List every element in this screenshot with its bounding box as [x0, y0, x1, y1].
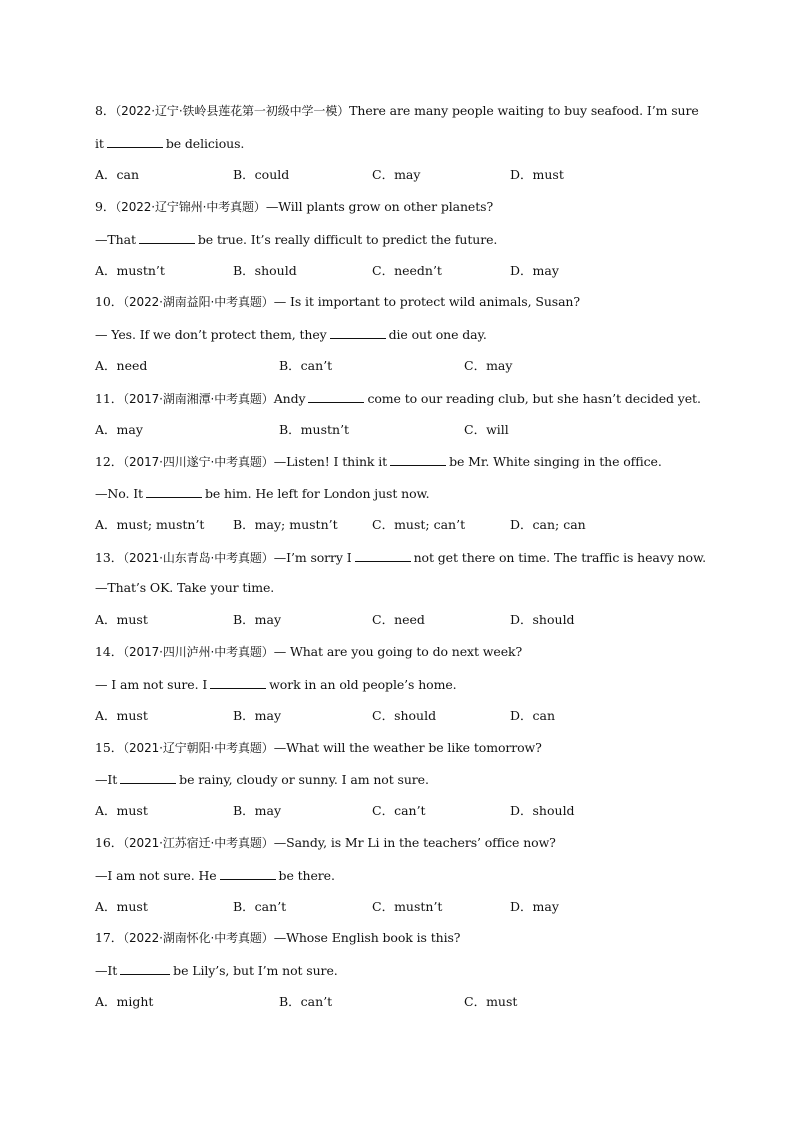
option-d: D．must [510, 167, 564, 182]
option-a: A．must [95, 612, 148, 627]
option-a: A．must; mustn’t [95, 517, 205, 532]
option-c: C．may [372, 167, 421, 182]
answer-blank [210, 676, 266, 689]
question-number: 8 [95, 103, 103, 118]
question-number: 17 [95, 930, 111, 945]
answer-blank [390, 453, 446, 466]
question-8-stem: 8．（2022·辽宁·铁岭县莲花第一初级中学一模）There are many people waiting to buy seafood. I’m sure [95, 103, 699, 118]
option-d: D．should [510, 612, 575, 627]
option-b: B．may [233, 612, 282, 627]
option-d: D．can [510, 708, 556, 723]
option-a: A．may [95, 422, 143, 437]
option-d: D．should [510, 803, 575, 818]
option-a: A．need [95, 358, 148, 373]
question-17-line: —It be Lily’s, but I’m not sure. [95, 963, 338, 978]
question-16-stem: 16．（2021·江苏宿迁·中考真题）—Sandy, is Mr Li in the teachers’ office now? [95, 835, 556, 850]
option-b: B．may [233, 803, 282, 818]
question-text: —Whose English book is this? [273, 930, 461, 945]
option-c: C．needn’t [372, 263, 442, 278]
option-b: B．could [233, 167, 290, 182]
question-11-stem: 11．（2017·湖南湘潭·中考真题）Andy come to our reading club, but she hasn’t decided yet. [95, 391, 701, 406]
question-14-line: — I am not sure. I work in an old people’s home. [95, 677, 457, 692]
option-a: A．might [95, 994, 154, 1009]
option-b: B．mustn’t [279, 422, 350, 437]
option-c: C．must; can’t [372, 517, 466, 532]
question-12-line: —No. It be him. He left for London just now. [95, 486, 430, 501]
option-c: C．may [464, 358, 513, 373]
answer-blank [220, 867, 276, 880]
question-number: 13 [95, 550, 111, 565]
question-source: （2022·辽宁锦州·中考真题） [115, 200, 266, 214]
option-a: A．must [95, 899, 148, 914]
question-14-stem: 14．（2017·四川泸州·中考真题）— What are you going to do next week? [95, 644, 523, 659]
question-15-stem: 15．（2021·辽宁朝阳·中考真题）—What will the weather be like tomorrow? [95, 740, 542, 755]
question-13-stem: 13．（2021·山东青岛·中考真题）—I’m sorry I not get there on time. The traffic is heavy now. [95, 550, 706, 565]
answer-blank [330, 326, 386, 339]
question-source: （2021·山东青岛·中考真题） [123, 551, 274, 565]
answer-blank [355, 549, 411, 562]
answer-blank [120, 962, 170, 975]
question-number: 16 [95, 835, 111, 850]
question-8-line: it be delicious. [95, 136, 245, 151]
option-a: A．must [95, 803, 148, 818]
question-number: 14 [95, 644, 111, 659]
answer-blank [120, 771, 176, 784]
question-number: 10 [95, 294, 111, 309]
option-c: C．should [372, 708, 437, 723]
question-source: （2021·辽宁朝阳·中考真题） [123, 741, 274, 755]
option-c: C．can’t [372, 803, 426, 818]
option-a: A．mustn’t [95, 263, 165, 278]
question-10-line: — Yes. If we don’t protect them, they die out one day. [95, 327, 487, 342]
option-a: A．can [95, 167, 140, 182]
question-text: —What will the weather be like tomorrow? [273, 740, 542, 755]
answer-blank [139, 231, 195, 244]
option-c: C．mustn’t [372, 899, 443, 914]
question-9-stem: 9．（2022·辽宁锦州·中考真题）—Will plants grow on other planets? [95, 199, 494, 214]
question-source: （2022·湖南益阳·中考真题） [123, 295, 274, 309]
answer-blank [146, 485, 202, 498]
option-b: B．should [233, 263, 297, 278]
option-c: C．must [464, 994, 518, 1009]
option-a: A．must [95, 708, 148, 723]
question-number: 12 [95, 454, 111, 469]
question-text: —Sandy, is Mr Li in the teachers’ office now? [273, 835, 556, 850]
option-b: B．may [233, 708, 282, 723]
option-c: C．will [464, 422, 509, 437]
option-d: D．may [510, 263, 559, 278]
question-source: （2022·湖南怀化·中考真题） [123, 931, 274, 945]
option-b: B．can’t [233, 899, 287, 914]
question-source: （2017·四川泸州·中考真题） [123, 645, 274, 659]
question-17-stem: 17．（2022·湖南怀化·中考真题）—Whose English book is this? [95, 930, 461, 945]
option-b: B．may; mustn’t [233, 517, 338, 532]
answer-blank [107, 135, 163, 148]
option-b: B．can’t [279, 358, 333, 373]
question-source: （2017·四川遂宁·中考真题） [123, 455, 274, 469]
question-12-stem: 12．（2017·四川遂宁·中考真题）—Listen! I think it be Mr. White singing in the office. [95, 454, 662, 469]
question-9-line: —That be true. It’s really difficult to predict the future. [95, 232, 498, 247]
question-text: — Is it important to protect wild animals, Susan? [273, 294, 580, 309]
option-b: B．can’t [279, 994, 333, 1009]
question-13-line: —That’s OK. Take your time. [95, 580, 275, 595]
question-source: （2017·湖南湘潭·中考真题） [123, 392, 274, 406]
question-15-line: —It be rainy, cloudy or sunny. I am not sure. [95, 772, 429, 787]
answer-blank [308, 390, 364, 403]
question-16-line: —I am not sure. He be there. [95, 868, 335, 883]
question-source: （2022·辽宁·铁岭县莲花第一初级中学一模） [115, 104, 350, 118]
question-number: 9 [95, 199, 103, 214]
question-text: There are many people waiting to buy seafood. I’m sure [349, 103, 699, 118]
question-number: 15 [95, 740, 111, 755]
option-c: C．need [372, 612, 425, 627]
option-d: D．may [510, 899, 559, 914]
question-number: 11 [95, 391, 111, 406]
question-source: （2021·江苏宿迁·中考真题） [123, 836, 274, 850]
question-text: — What are you going to do next week? [273, 644, 523, 659]
question-text: —Will plants grow on other planets? [265, 199, 494, 214]
option-d: D．can; can [510, 517, 586, 532]
question-10-stem: 10．（2022·湖南益阳·中考真题）— Is it important to protect wild animals, Susan? [95, 294, 580, 309]
